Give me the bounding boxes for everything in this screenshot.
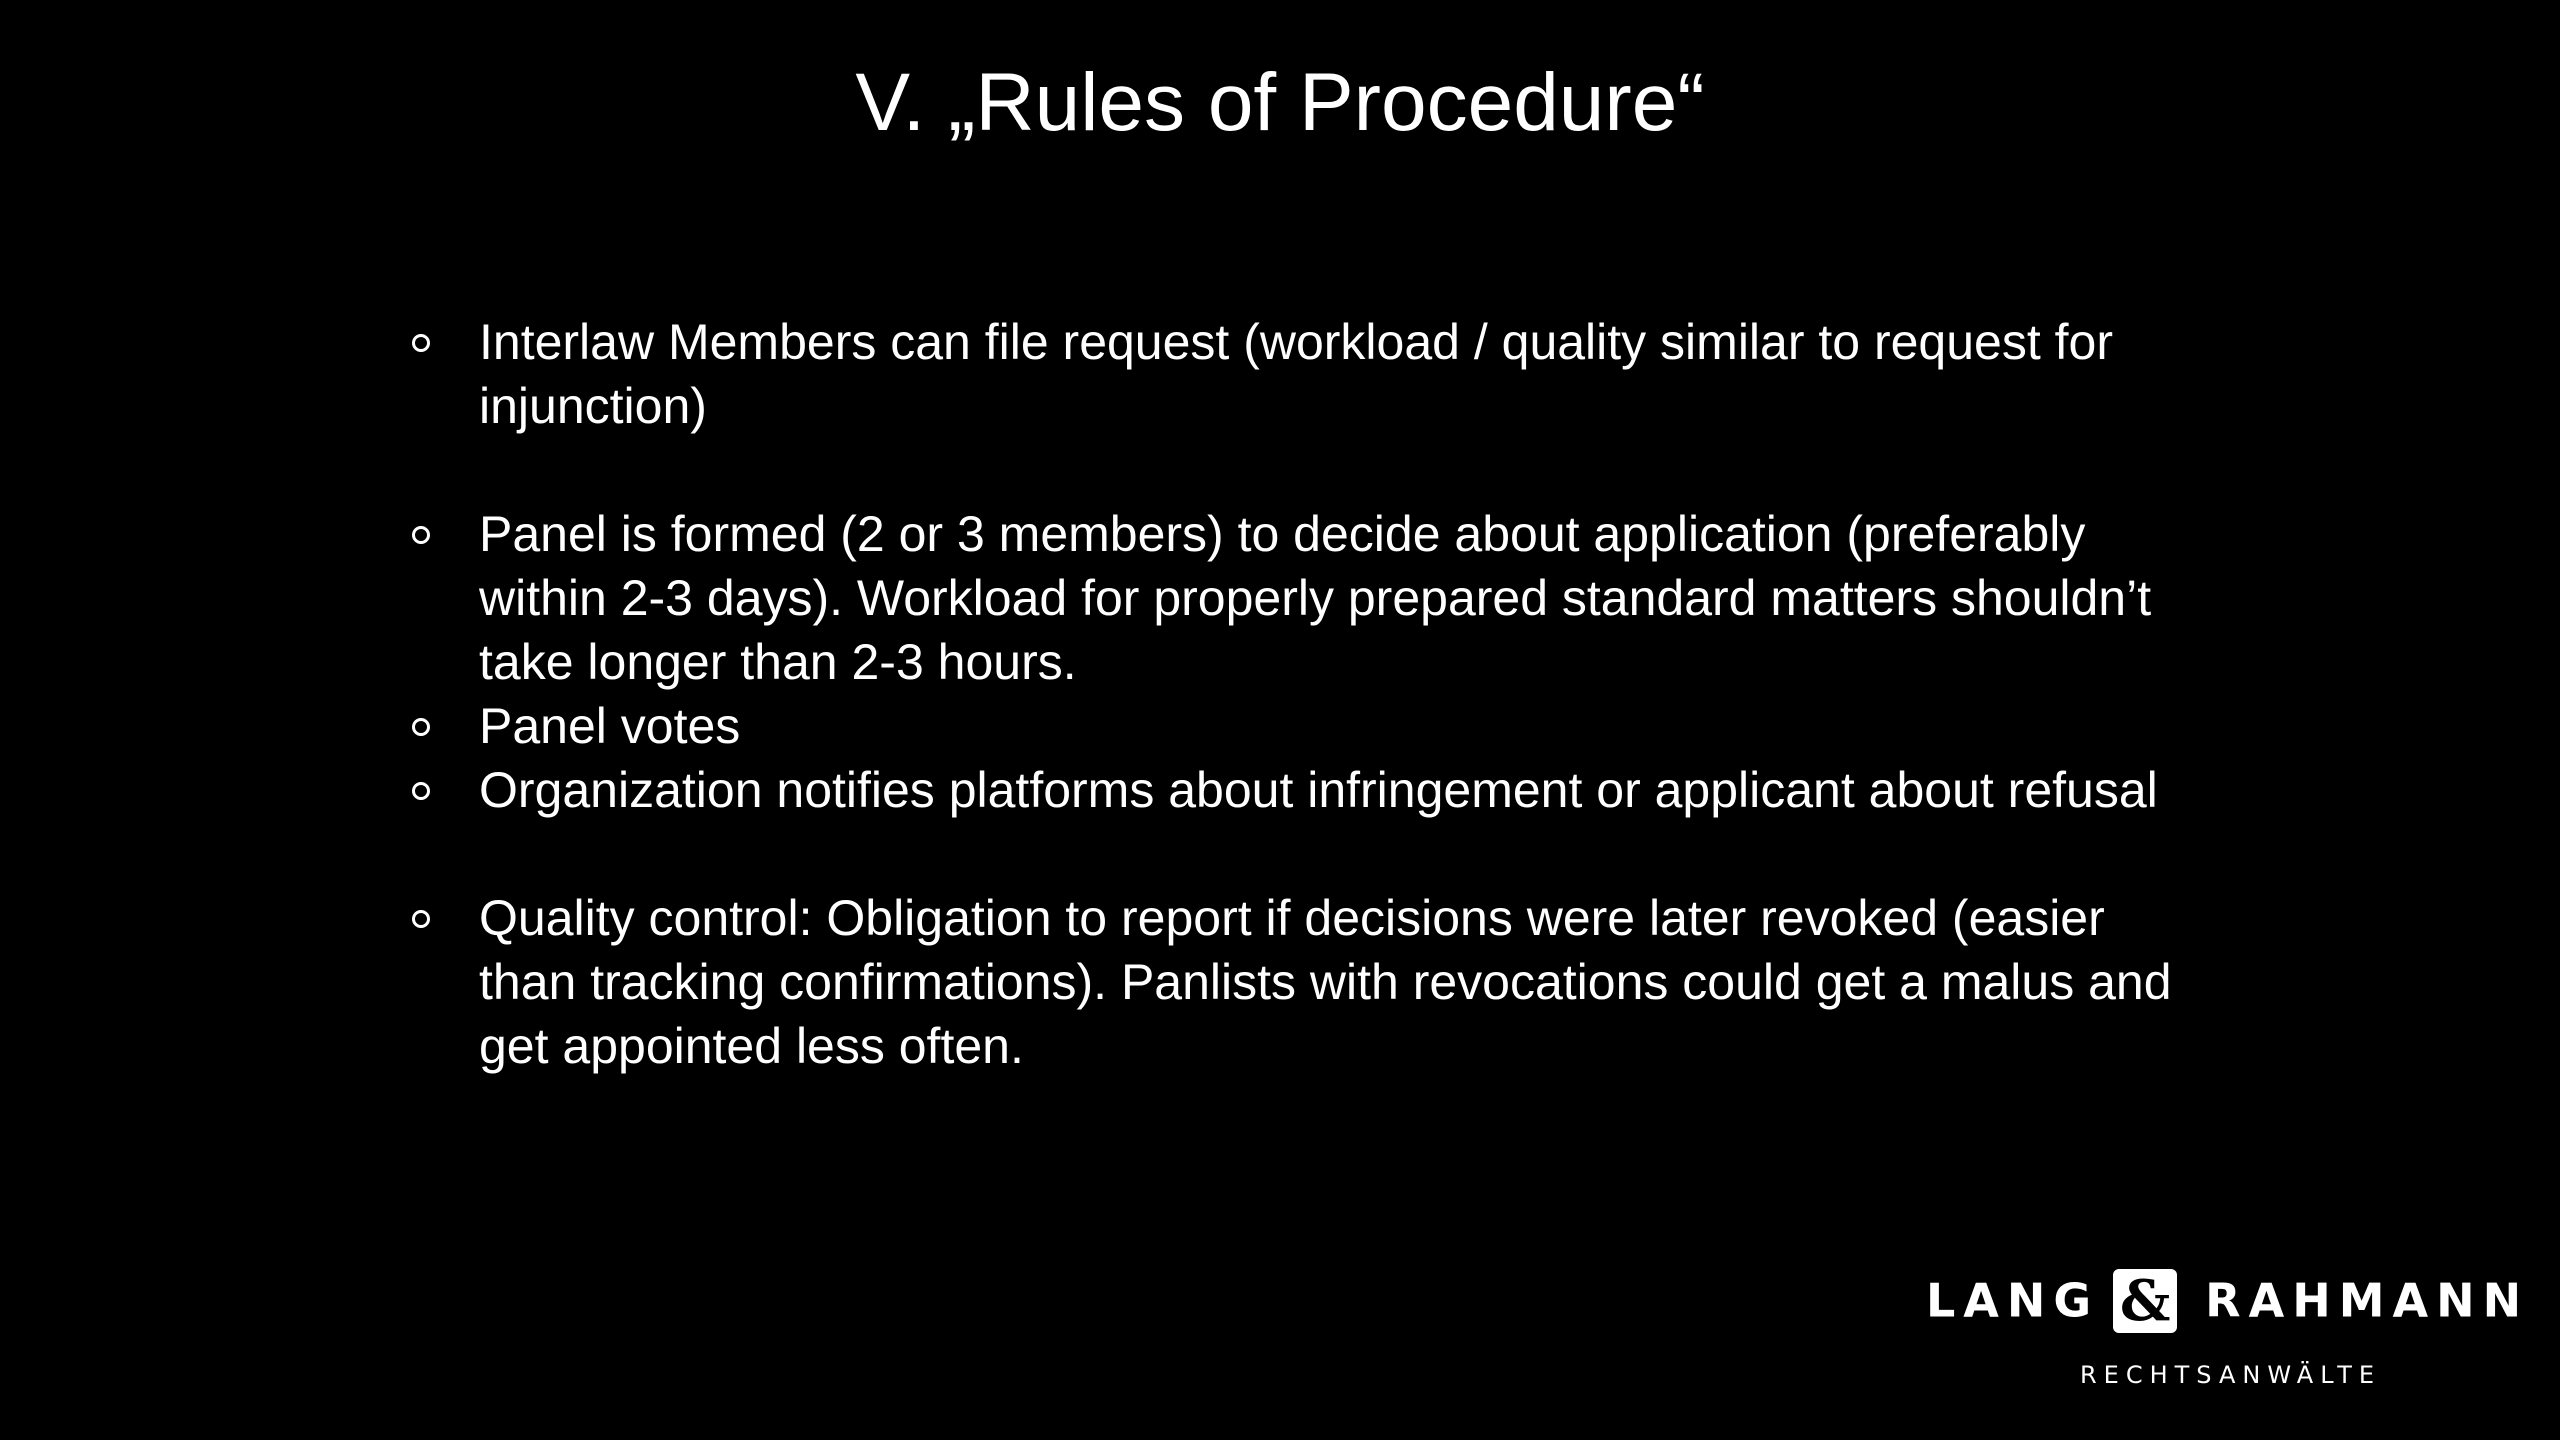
circle-bullet-icon [412, 334, 430, 352]
ampersand-icon: & [2113, 1269, 2177, 1333]
bullet-text: Panel is formed (2 or 3 members) to decide about application (preferably within 2-3 days). Workload for properly prepared standard matters shouldn’t take longer than 2-3 hours. [479, 506, 2152, 690]
company-logo [1920, 1255, 2530, 1395]
bullet-item [400, 886, 2180, 1078]
bullet-text: Organization notifies platforms about infringement or applicant about refusal [479, 762, 2158, 818]
logo-wordmark [1926, 1255, 2529, 1343]
bullet-text: Panel votes [479, 698, 741, 754]
bullet-text: Interlaw Members can file request (workload / quality similar to request for injunction) [479, 314, 2113, 434]
bullet-item [400, 502, 2180, 694]
bullet-item [400, 310, 2180, 438]
slide-title: V. „Rules of Procedure“ [855, 57, 1705, 148]
bullet-item [400, 694, 2180, 758]
circle-bullet-icon [412, 910, 430, 928]
circle-bullet-icon [412, 782, 430, 800]
circle-bullet-icon [412, 718, 430, 736]
bullet-list [400, 310, 2180, 1078]
logo-subtitle: RECHTSANWÄLTE [2080, 1361, 2382, 1389]
bullet-text: Quality control: Obligation to report if decisions were later revoked (easier than tracking confirmations). Panlists with revocations could get a malus and get appointed less often. [479, 890, 2172, 1074]
logo-name-right: RAHMANN [2205, 1273, 2530, 1328]
circle-bullet-icon [412, 526, 430, 544]
logo-name-left: LANG [1926, 1273, 2100, 1328]
bullet-item [400, 758, 2180, 822]
